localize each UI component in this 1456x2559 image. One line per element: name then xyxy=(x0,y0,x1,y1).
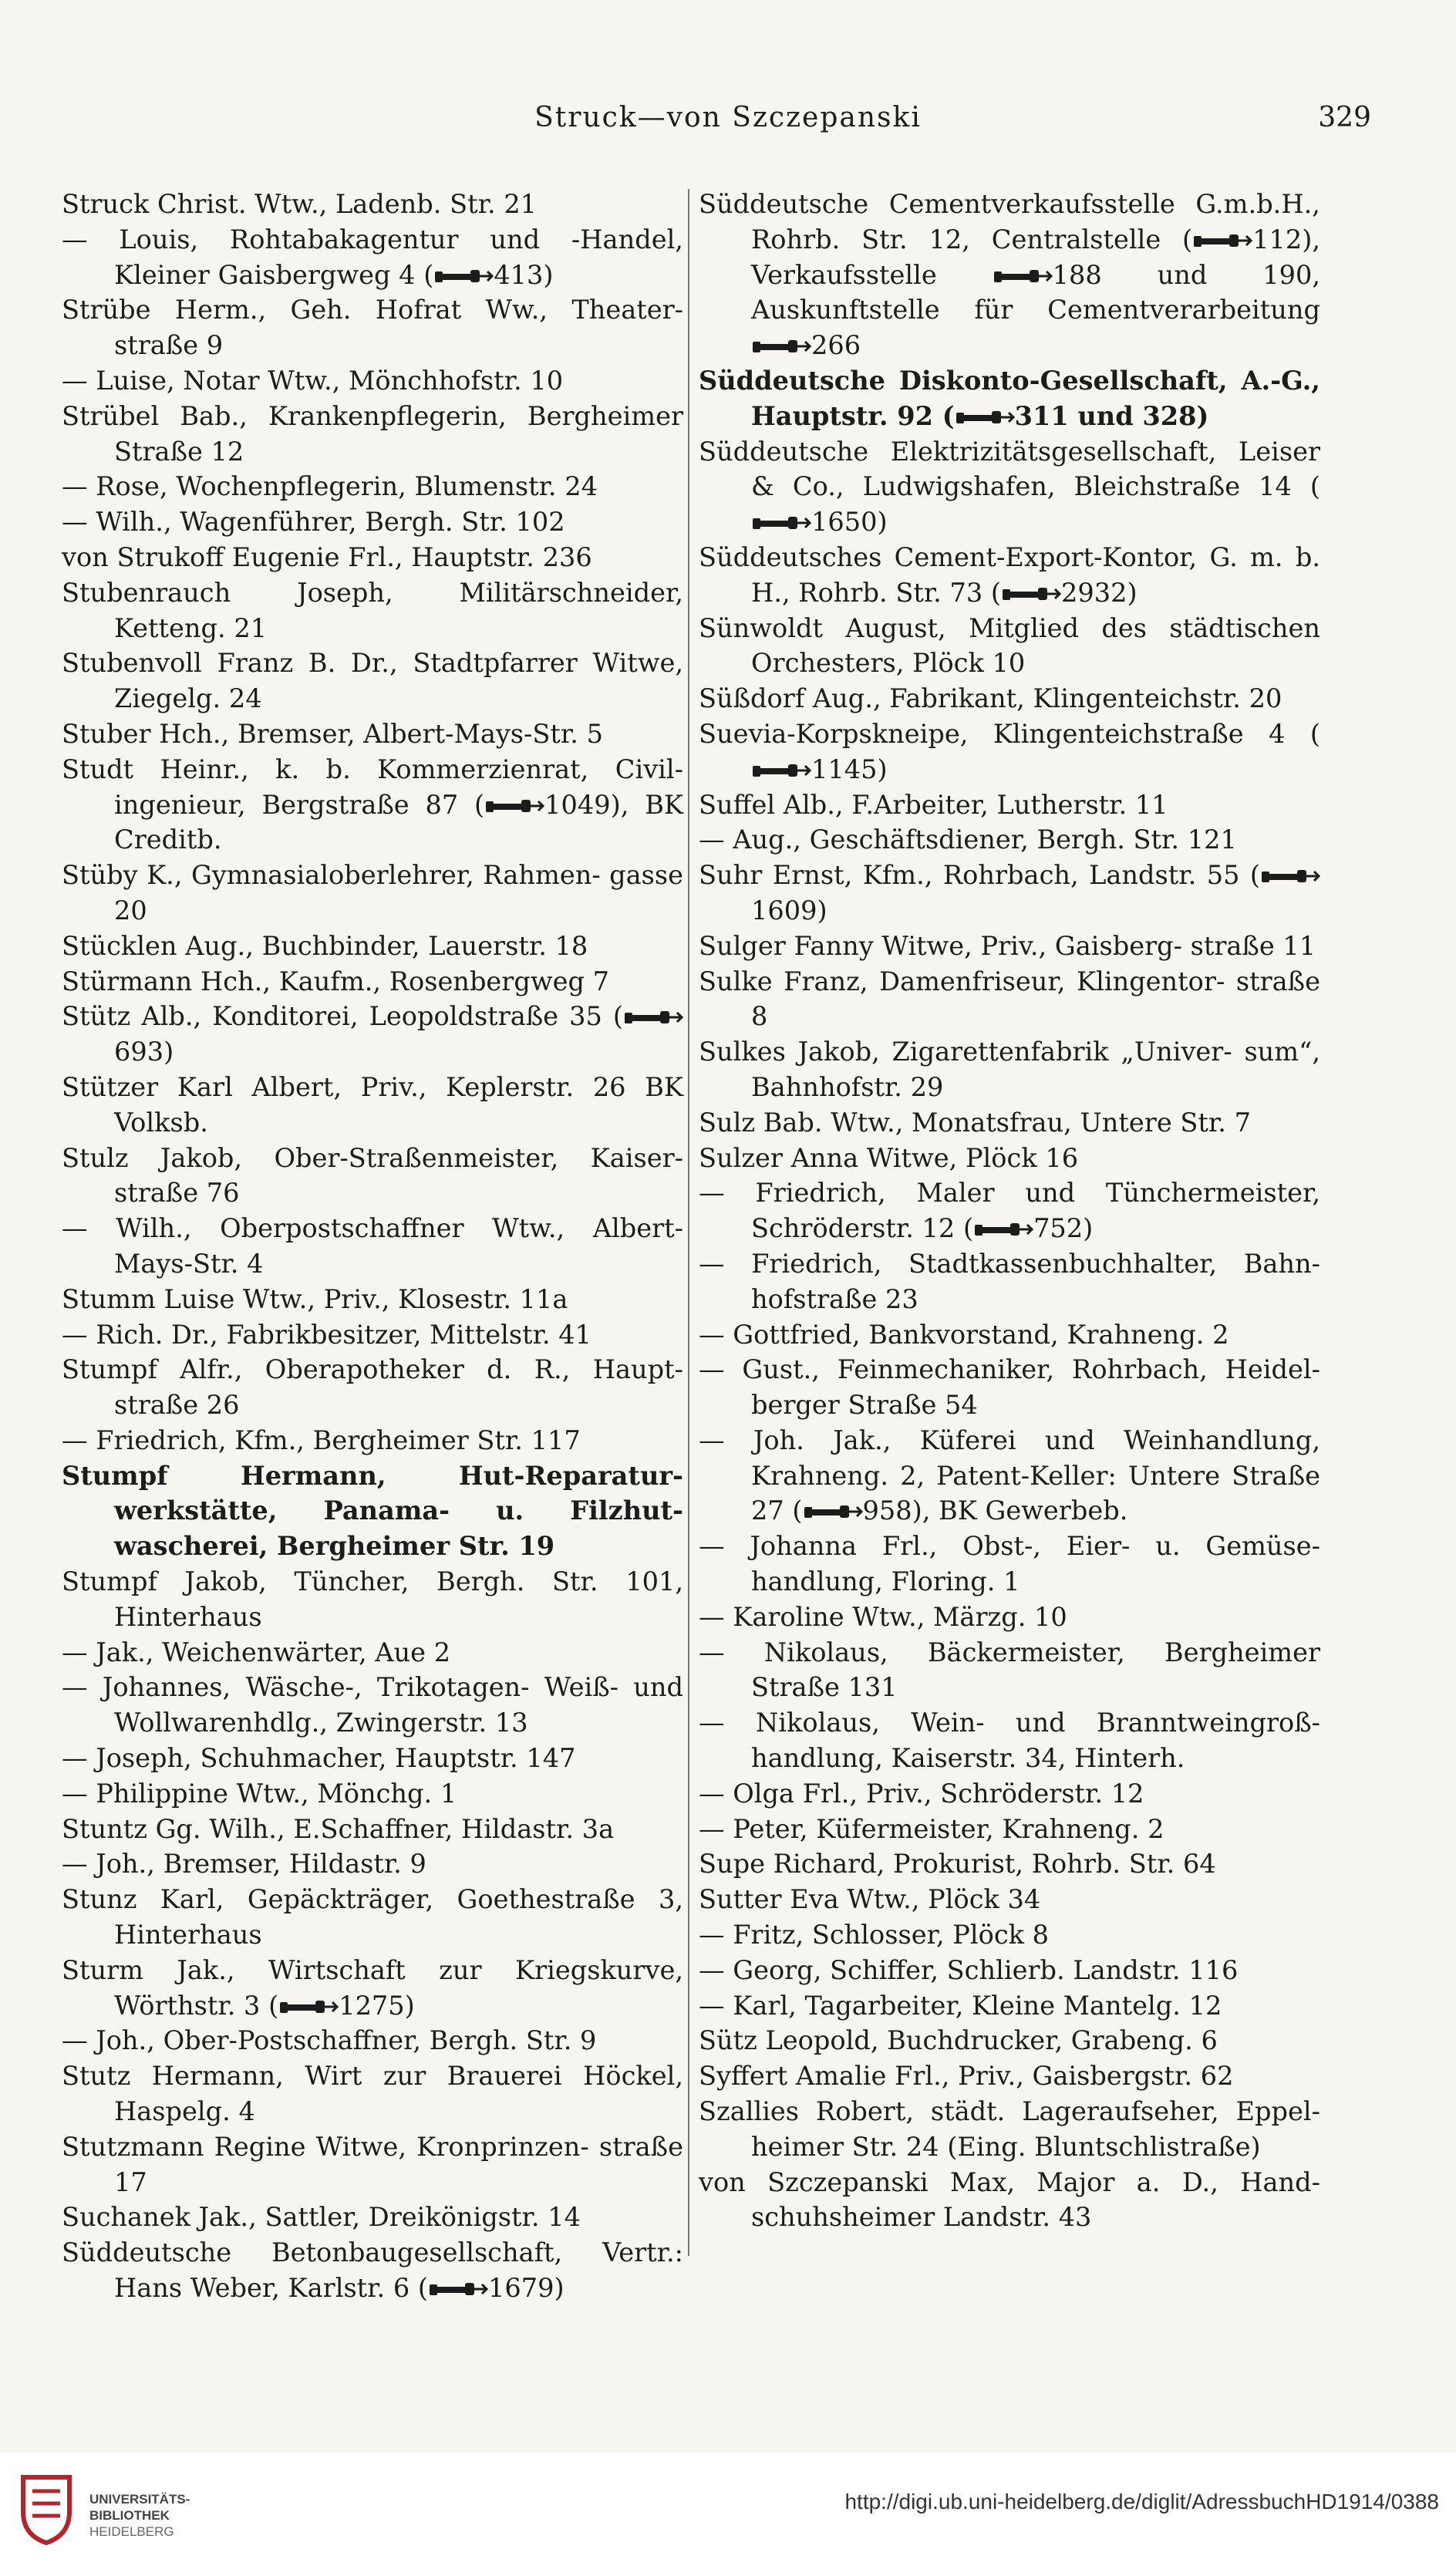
entry-text-cont: ) xyxy=(1196,400,1209,431)
entry-text: — Joh., Bremser, Hildastr. 9 xyxy=(62,1849,426,1880)
entry-text-cont: ) xyxy=(877,507,888,538)
directory-entry xyxy=(62,2129,683,2200)
entry-text: Stumpf Alfr., Oberapotheker d. R., Haupt- straße 26 xyxy=(62,1354,683,1421)
entry-text: — Johannes, Wäsche-, Trikotagen- Weiß- und Wollwarenhdlg., Zwingerstr. 13 xyxy=(62,1672,683,1738)
entry-text: — Gust., Feinmechaniker, Rohrbach, Heidel- berger Straße 54 xyxy=(699,1354,1320,1421)
entry-text: Sütz Leopold, Buchdrucker, Grabeng. 6 xyxy=(699,2025,1218,2056)
entry-text: Strübe Herm., Geh. Hofrat Ww., Theater- straße 9 xyxy=(62,295,683,361)
entry-text: — Nikolaus, Wein- und Branntweingroß- handlung, Kaiserstr. 34, Hinterh. xyxy=(699,1708,1320,1774)
entry-text: — Johanna Frl., Obst-, Eier- u. Gemüse- handlung, Floring. 1 xyxy=(699,1531,1320,1597)
directory-entry xyxy=(62,1211,683,1282)
entry-text: — Friedrich, Maler und Tünchermeister, Schröderstr. 12 ( xyxy=(699,1178,1320,1244)
logo-text xyxy=(89,2491,244,2540)
column-divider xyxy=(688,189,689,2256)
directory-entry xyxy=(62,292,683,363)
directory-entry xyxy=(699,1635,1320,1706)
telephone-receiver-icon xyxy=(751,514,811,532)
entry-text: Stulz Jakob, Ober-Straßenmeister, Kaiser- straße 76 xyxy=(62,1142,683,1209)
telephone-receiver-icon xyxy=(803,1502,863,1521)
entry-text: Süddeutsches Cement-Export-Kontor, G. m. b. H., Rohrb. Str. 73 ( xyxy=(699,541,1320,608)
entry-text: Süddeutsche Cementverkaufsstelle G.m.b.H., Rohrb. Str. 12, Centralstelle ( xyxy=(699,189,1320,255)
directory-entry xyxy=(699,2165,1320,2236)
entry-text: Suchanek Jak., Sattler, Dreikönigstr. 14 xyxy=(62,2202,581,2233)
entry-text: Studt Heinr., k. b. Kommerzienrat, Civil- ingenieur, Bergstraße 87 ( xyxy=(62,754,683,820)
entry-text: Sulzer Anna Witwe, Plöck 16 xyxy=(699,1142,1079,1173)
page-header xyxy=(0,93,1456,139)
entry-text: Stubenvoll Franz B. Dr., Stadtpfarrer Witwe, Ziegelg. 24 xyxy=(62,648,683,714)
directory-entry xyxy=(699,1175,1320,1246)
directory-entry xyxy=(62,1352,683,1423)
entry-text: Strübel Bab., Krankenpflegerin, Bergheimer Straße 12 xyxy=(62,400,683,467)
directory-entry xyxy=(699,1846,1320,1882)
entry-text: von Strukoff Eugenie Frl., Hauptstr. 236 xyxy=(62,541,592,572)
directory-entry xyxy=(699,434,1320,540)
entry-text: Stützer Karl Albert, Priv., Keplerstr. 26 BK Volksb. xyxy=(62,1071,683,1138)
directory-entry xyxy=(699,1988,1320,2024)
entry-text: — Wilh., Wagenführer, Bergh. Str. 102 xyxy=(62,507,565,538)
phone-number: 958 xyxy=(862,1495,912,1526)
directory-entry xyxy=(699,1317,1320,1353)
entry-text: Stutzmann Regine Witwe, Kronprinzen- straße 17 xyxy=(62,2131,683,2197)
directory-entry xyxy=(699,964,1320,1035)
telephone-receiver-icon xyxy=(1260,867,1320,885)
entry-text-cont: ), BK Creditb. xyxy=(114,789,683,855)
entry-text: Sturm Jak., Wirtschaft zur Kriegskurve, Wörthstr. 3 ( xyxy=(62,1954,683,2021)
directory-entry xyxy=(62,1070,683,1141)
directory-entry xyxy=(62,1846,683,1882)
footer xyxy=(0,2453,1456,2559)
page-number: 329 xyxy=(1318,102,1371,133)
entry-text: Suffel Alb., F.Arbeiter, Lutherstr. 11 xyxy=(699,789,1168,820)
entry-text-cont: ) xyxy=(554,2273,565,2304)
running-title: Struck—von Szczepanski xyxy=(534,102,922,133)
entry-text: Sulkes Jakob, Zigarettenfabrik „Univer- sum“, Bahnhofstr. 29 xyxy=(699,1037,1320,1102)
directory-entry xyxy=(699,2094,1320,2165)
directory-entry xyxy=(699,1917,1320,1953)
phone-number: 413 xyxy=(494,259,544,290)
directory-entry xyxy=(62,1423,683,1458)
directory-entry xyxy=(62,2200,683,2235)
telephone-receiver-icon xyxy=(1001,585,1061,603)
entry-text: — Wilh., Oberpostschaffner Wtw., Albert- Mays-Str. 4 xyxy=(62,1213,683,1279)
directory-entry xyxy=(62,1812,683,1847)
directory-entry xyxy=(62,1776,683,1812)
logo-line-1: UNIVERSITÄTS- xyxy=(89,2492,190,2507)
directory-entry xyxy=(699,1600,1320,1635)
directory-entry xyxy=(62,858,683,929)
telephone-receiver-icon xyxy=(433,267,494,285)
directory-entry xyxy=(62,575,683,646)
phone-number: 1145 xyxy=(811,754,878,784)
entry-text: — Luise, Notar Wtw., Mönchhofstr. 10 xyxy=(62,365,564,396)
entry-text: Szallies Robert, städt. Lageraufseher, Eppel- heimer Str. 24 (Eing. Bluntschlistraße) xyxy=(699,2096,1320,2162)
directory-entry xyxy=(699,187,1320,363)
entry-text: Stüby K., Gymnasialoberlehrer, Rahmen- gasse 20 xyxy=(62,860,683,925)
directory-entry xyxy=(699,787,1320,823)
entry-text: von Szczepanski Max, Major a. D., Hand- schuhsheimer Landstr. 43 xyxy=(699,2166,1320,2233)
directory-entry xyxy=(699,822,1320,858)
entry-text: Süddeutsche Betonbaugesellschaft, Vertr.: Hans Weber, Karlstr. 6 ( xyxy=(62,2237,683,2304)
directory-entry xyxy=(62,540,683,575)
left-column xyxy=(62,187,683,2306)
entry-text: — Rich. Dr., Fabrikbesitzer, Mittelstr. 41 xyxy=(62,1319,592,1350)
entry-text: Stücklen Aug., Buchbinder, Lauerstr. 18 xyxy=(62,930,588,961)
phone-number: 2932 xyxy=(1061,577,1127,608)
entry-text: — Philippine Wtw., Mönchg. 1 xyxy=(62,1778,457,1809)
entry-text: — Joh. Jak., Küferei und Weinhandlung, Krahneng. 2, Patent-Keller: Untere Straße 27 ( xyxy=(699,1424,1320,1526)
entry-text-cont: ) xyxy=(877,754,888,784)
directory-entry xyxy=(699,1423,1320,1529)
directory-entry xyxy=(699,1705,1320,1776)
directory-entry xyxy=(62,964,683,1000)
directory-entry xyxy=(62,1741,683,1776)
telephone-receiver-icon xyxy=(278,1998,339,2016)
directory-entry xyxy=(699,1882,1320,1917)
phone-number: 1679 xyxy=(488,2273,554,2304)
directory-entry xyxy=(699,929,1320,964)
directory-entry xyxy=(62,363,683,399)
directory-entry xyxy=(62,646,683,716)
entry-text: — Georg, Schiffer, Schlierb. Landstr. 116 xyxy=(699,1954,1239,1985)
telephone-receiver-icon xyxy=(751,761,811,780)
phone-number: 1650 xyxy=(811,507,878,538)
telephone-receiver-icon xyxy=(623,1008,683,1027)
entry-text: Sulz Bab. Wtw., Monatsfrau, Untere Str. 7 xyxy=(699,1107,1251,1138)
directory-entry xyxy=(62,2023,683,2058)
phone-number: 266 xyxy=(811,330,861,361)
directory-entry xyxy=(62,929,683,964)
entry-text: Syffert Amalie Frl., Priv., Gaisbergstr. 62 xyxy=(699,2061,1234,2092)
entry-text: Stumpf Jakob, Tüncher, Bergh. Str. 101, Hinterhaus xyxy=(62,1566,683,1632)
directory-entry xyxy=(62,1564,683,1635)
directory-entry xyxy=(62,504,683,540)
entry-text-cont: , Auskunftstelle für Cementverarbeitung xyxy=(751,259,1320,325)
directory-entry xyxy=(62,2058,683,2129)
entry-text: Stürmann Hch., Kaufm., Rosenbergweg 7 xyxy=(62,966,609,996)
directory-entry xyxy=(62,187,683,222)
directory-entry xyxy=(62,1882,683,1953)
telephone-receiver-icon xyxy=(1192,231,1252,250)
phone-number: 188 und 190 xyxy=(1052,259,1313,290)
entry-text: — Gottfried, Bankvorstand, Krahneng. 2 xyxy=(699,1319,1229,1350)
directory-entry xyxy=(699,1352,1320,1423)
directory-entry xyxy=(62,1458,683,1564)
entry-text: Süßdorf Aug., Fabrikant, Klingenteichstr. 20 xyxy=(699,683,1282,714)
phone-number: 112 xyxy=(1252,224,1303,255)
phone-number: 693 xyxy=(114,1037,164,1067)
entry-text: Stunz Karl, Gepäckträger, Goethestraße 3, Hinterhaus xyxy=(62,1884,683,1950)
directory-entry xyxy=(699,1812,1320,1847)
directory-entry xyxy=(62,999,683,1070)
directory-entry xyxy=(699,1246,1320,1317)
directory-entry xyxy=(699,611,1320,682)
telephone-receiver-icon xyxy=(428,2280,488,2298)
logo-line-3: HEIDELBERG xyxy=(89,2524,174,2539)
entry-text: — Nikolaus, Bäckermeister, Bergheimer Straße 131 xyxy=(699,1637,1320,1703)
entry-text: — Aug., Geschäftsdiener, Bergh. Str. 121 xyxy=(699,824,1237,855)
entry-text: — Friedrich, Stadtkassenbuchhalter, Bahn- hofstraße 23 xyxy=(699,1248,1320,1314)
entry-text: — Jak., Weichenwärter, Aue 2 xyxy=(62,1637,451,1667)
entry-text: — Rose, Wochenpflegerin, Blumenstr. 24 xyxy=(62,471,598,502)
directory-entry xyxy=(699,1776,1320,1812)
telephone-receiver-icon xyxy=(993,267,1053,285)
directory-entry xyxy=(699,363,1320,434)
source-url-link[interactable]: http://digi.ub.uni-heidelberg.de/diglit/AdressbuchHD1914/0388 xyxy=(844,2490,1439,2513)
directory-entry xyxy=(699,858,1320,929)
directory-entry xyxy=(699,681,1320,716)
directory-entry xyxy=(62,399,683,470)
directory-entry xyxy=(699,2058,1320,2094)
entry-text-cont: ) xyxy=(543,259,554,290)
entry-text: Süddeutsche Elektrizitätsgesellschaft, Leiser & Co., Ludwigshafen, Bleichstraße 14 ( xyxy=(699,436,1320,502)
telephone-receiver-icon xyxy=(955,408,1015,426)
entry-text: — Olga Frl., Priv., Schröderstr. 12 xyxy=(699,1778,1144,1809)
directory-entry xyxy=(62,1953,683,2024)
directory-entry xyxy=(699,716,1320,787)
directory-entry xyxy=(62,1635,683,1671)
entry-text: Stütz Alb., Konditorei, Leopoldstraße 35 ( xyxy=(62,1001,623,1032)
entry-text: Sutter Eva Wtw., Plöck 34 xyxy=(699,1884,1041,1915)
entry-text: Struck Christ. Wtw., Ladenb. Str. 21 xyxy=(62,189,538,219)
telephone-receiver-icon xyxy=(973,1220,1033,1239)
entry-text: Stutz Hermann, Wirt zur Brauerei Höckel, Haspelg. 4 xyxy=(62,2061,683,2127)
directory-entry xyxy=(699,1034,1320,1105)
entry-text: Supe Richard, Prokurist, Rohrb. Str. 64 xyxy=(699,1849,1216,1880)
entry-text: — Friedrich, Kfm., Bergheimer Str. 117 xyxy=(62,1424,581,1455)
entry-text-cont: ) xyxy=(1127,577,1138,608)
entry-text: — Fritz, Schlosser, Plöck 8 xyxy=(699,1920,1050,1950)
directory-entry xyxy=(62,752,683,858)
directory-entry xyxy=(699,1953,1320,1988)
directory-entry xyxy=(62,222,683,293)
entry-text: — Joseph, Schuhmacher, Hauptstr. 147 xyxy=(62,1743,576,1774)
phone-number: 311 und 328 xyxy=(1014,400,1197,431)
entry-text: Stumpf Hermann, Hut-Reparatur- werkstätte, Panama- u. Filzhut- wascherei, Bergheimer Str. 19 xyxy=(62,1459,683,1562)
entry-text: — Peter, Küfermeister, Krahneng. 2 xyxy=(699,1813,1164,1844)
telephone-receiver-icon xyxy=(751,337,811,356)
entry-text: — Karl, Tagarbeiter, Kleine Mantelg. 12 xyxy=(699,1990,1222,2021)
directory-entry xyxy=(62,1282,683,1317)
entry-text: Sulger Fanny Witwe, Priv., Gaisberg- straße 11 xyxy=(699,930,1316,961)
entry-text: Sulke Franz, Damenfriseur, Klingentor- straße 8 xyxy=(699,966,1320,1032)
entry-text-cont: ) xyxy=(817,895,827,925)
directory-entry xyxy=(699,1529,1320,1600)
entry-text: Suevia-Korpskneipe, Klingenteichstraße 4 ( xyxy=(699,718,1320,749)
directory-entry xyxy=(699,540,1320,611)
directory-entry xyxy=(62,1317,683,1353)
entry-text-cont: ), Verkaufsstelle xyxy=(751,224,1320,290)
entry-text-cont: ) xyxy=(1083,1213,1094,1244)
directory-entry xyxy=(62,2235,683,2306)
entry-text: — Joh., Ober-Postschaffner, Bergh. Str. 9 xyxy=(62,2025,597,2056)
entry-text: Stubenrauch Joseph, Militärschneider, Ketteng. 21 xyxy=(62,577,683,643)
entry-text: Suhr Ernst, Kfm., Rohrbach, Landstr. 55 ( xyxy=(699,860,1260,891)
entry-text: — Karoline Wtw., Märzg. 10 xyxy=(699,1601,1067,1632)
entry-text-cont: ) xyxy=(404,1990,415,2021)
library-logo-icon xyxy=(15,2470,77,2547)
entry-text-cont: ), BK Gewerbeb. xyxy=(912,1495,1128,1526)
telephone-receiver-icon xyxy=(484,797,544,815)
directory-entry xyxy=(699,1141,1320,1176)
phone-number: 1049 xyxy=(544,789,611,820)
entry-text: Stumm Luise Wtw., Priv., Klosestr. 11a xyxy=(62,1283,568,1314)
entry-text: Stuntz Gg. Wilh., E.Schaffner, Hildastr. 3a xyxy=(62,1813,615,1844)
right-column xyxy=(699,187,1320,2235)
phone-number: 1275 xyxy=(339,1990,405,2021)
entry-text: Stuber Hch., Bremser, Albert-Mays-Str. 5 xyxy=(62,718,603,749)
logo-line-2: BIBLIOTHEK xyxy=(89,2508,170,2523)
directory-entry xyxy=(62,716,683,752)
entry-text: Sünwoldt August, Mitglied des städtischen Orchesters, Plöck 10 xyxy=(699,612,1320,679)
directory-entry xyxy=(62,469,683,504)
directory-entry xyxy=(699,2023,1320,2058)
phone-number: 752 xyxy=(1033,1213,1084,1244)
directory-entry xyxy=(62,1141,683,1212)
directory-entry xyxy=(699,1105,1320,1141)
entry-text-cont: ) xyxy=(163,1037,174,1067)
directory-entry xyxy=(62,1670,683,1741)
phone-number: 1609 xyxy=(751,895,817,925)
entry-text: — Louis, Rohtabakagentur und -Handel, Kleiner Gaisbergweg 4 ( xyxy=(62,224,683,290)
entry-text: Süddeutsche Diskonto-Gesellschaft, A.-G., Hauptstr. 92 ( xyxy=(699,364,1320,431)
